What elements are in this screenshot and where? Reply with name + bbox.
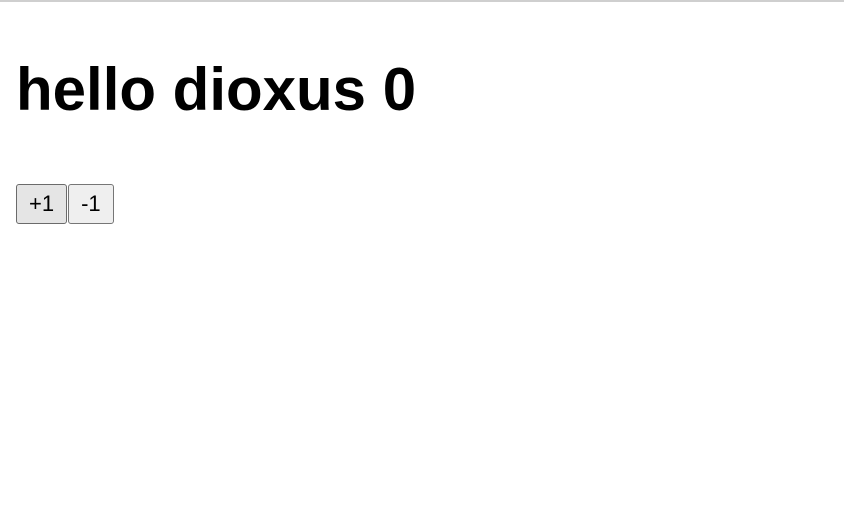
- decrement-button[interactable]: -1: [68, 184, 114, 224]
- top-divider: [0, 0, 844, 2]
- app-root: [16, 54, 416, 224]
- page-title: [16, 54, 416, 126]
- counter-controls: [16, 184, 416, 224]
- increment-button[interactable]: +1: [16, 184, 67, 224]
- title-text: hello dioxus: [16, 56, 367, 123]
- counter-value: 0: [382, 56, 417, 123]
